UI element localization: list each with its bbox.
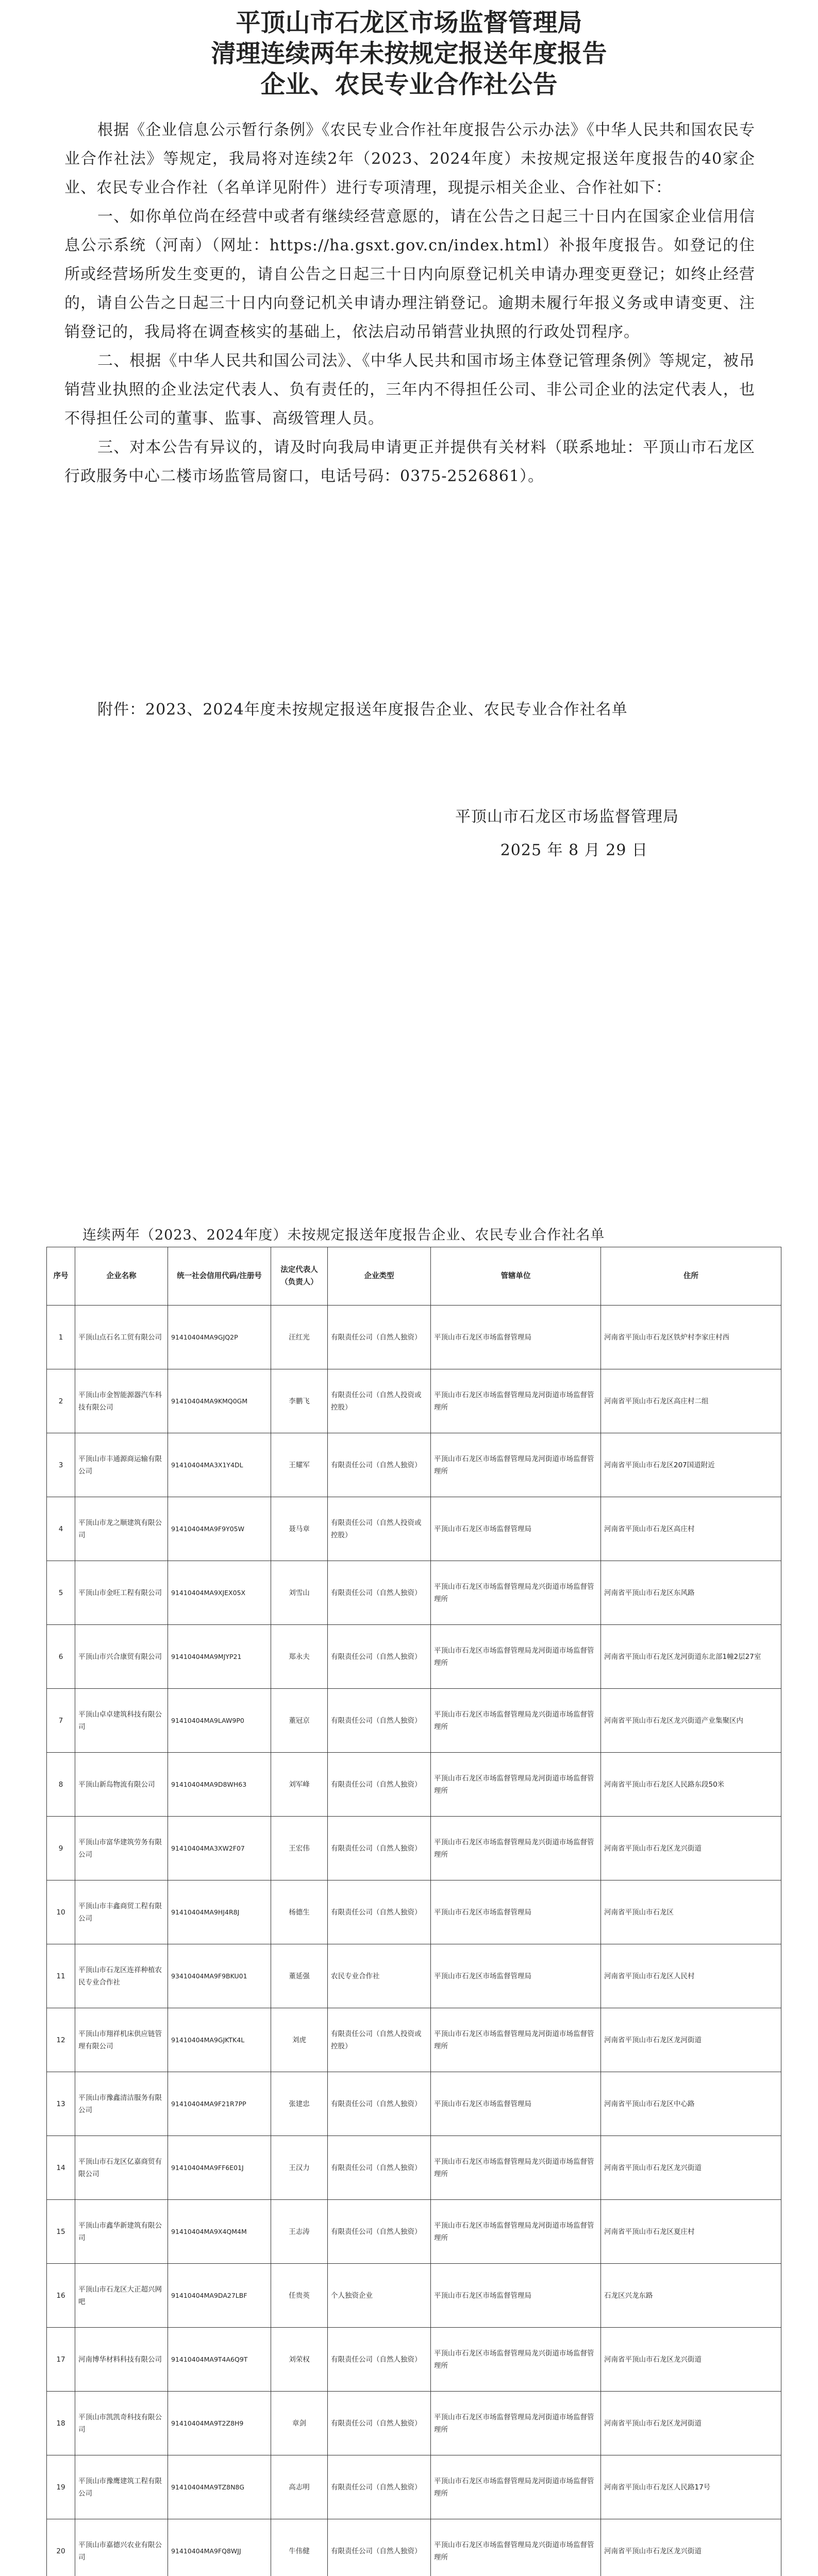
cell-index: 3	[47, 1433, 75, 1497]
cell-address: 河南省平顶山市石龙区	[601, 1880, 781, 1944]
cell-address: 河南省平顶山市石龙区人民村	[601, 1944, 781, 2008]
cell-address: 河南省平顶山市石龙区龙河街道	[601, 2392, 781, 2455]
cell-index: 16	[47, 2264, 75, 2328]
notice-section	[0, 0, 818, 1221]
cell-type: 有限责任公司（自然人投资或控股）	[328, 1369, 431, 1433]
table-row	[47, 1944, 781, 2008]
cell-legal-rep: 刘荣权	[271, 2328, 328, 2392]
cell-name: 平顶山市兴合康贸有限公司	[75, 1625, 168, 1689]
cell-address: 河南省平顶山市石龙区高庄村	[601, 1497, 781, 1561]
cell-index: 14	[47, 2136, 75, 2200]
cell-credit-code: 91410404MA9HJ4R8J	[168, 1880, 271, 1944]
cell-authority: 平顶山市石龙区市场监督管理局龙河街道市场监督管理所	[431, 2008, 601, 2072]
cell-legal-rep: 刘军峰	[271, 1753, 328, 1817]
cell-index: 6	[47, 1625, 75, 1689]
cell-type: 有限责任公司（自然人独资）	[328, 2136, 431, 2200]
signature-date: 2025 年 8 月 29 日	[500, 841, 648, 859]
cell-credit-code: 91410404MA9FF6E01J	[168, 2136, 271, 2200]
cell-legal-rep: 刘虎	[271, 2008, 328, 2072]
table-row	[47, 2200, 781, 2264]
cell-authority: 平顶山市石龙区市场监督管理局	[431, 1880, 601, 1944]
cell-credit-code: 91410404MA3XW2F07	[168, 1817, 271, 1880]
cell-legal-rep: 王耀军	[271, 1433, 328, 1497]
cell-legal-rep: 刘雪山	[271, 1561, 328, 1625]
cell-authority: 平顶山市石龙区市场监督管理局	[431, 1306, 601, 1369]
notice-paragraph-1: 一、如你单位尚在经营中或者有继续经营意愿的，请在公告之日起三十日内在国家企业信用信息公示系统（河南）（网址：https://ha.gsxt.gov.cn/index.html）补报年度报告。如登记的住所或经营场所发生变更的，请自公告之日起三十日内向原登记机关申请办理变更登记；如终止经营的，请自公告之日起三十日内向登记机关申请办理注销登记。逾期未履行年报义务或申请变更、注销登记的，我局将在调查核实的基础上，依法启动吊销营业执照的行政处罚程序。	[64, 208, 755, 341]
notice-attachment: 附件：2023、2024年度未按规定报送年度报告企业、农民专业合作社名单	[97, 701, 628, 719]
cell-authority: 平顶山市石龙区市场监督管理局龙兴街道市场监督管理所	[431, 2328, 601, 2392]
cell-index: 17	[47, 2328, 75, 2392]
header-legal-rep: 法定代表人（负责人）	[271, 1247, 328, 1306]
cell-credit-code: 91410404MA9D8WH63	[168, 1753, 271, 1817]
cell-address: 河南省平顶山市石龙区人民路东段50米	[601, 1753, 781, 1817]
cell-address: 河南省平顶山市石龙区龙兴街道	[601, 2519, 781, 2576]
cell-address: 河南省平顶山市石龙区龙兴街道	[601, 2328, 781, 2392]
cell-credit-code: 91410404MA9GJQ2P	[168, 1306, 271, 1369]
cell-legal-rep: 任贵英	[271, 2264, 328, 2328]
cell-index: 9	[47, 1817, 75, 1880]
cell-type: 有限责任公司（自然人投资或控股）	[328, 2008, 431, 2072]
cell-type: 有限责任公司（自然人独资）	[328, 2200, 431, 2264]
cell-legal-rep: 王宏伟	[271, 1817, 328, 1880]
cell-authority: 平顶山市石龙区市场监督管理局龙河街道市场监督管理所	[431, 1433, 601, 1497]
table-row	[47, 1561, 781, 1625]
cell-authority: 平顶山市石龙区市场监督管理局	[431, 1497, 601, 1561]
cell-credit-code: 91410404MA9F21R7PP	[168, 2072, 271, 2136]
notice-paragraph-3: 三、对本公告有异议的，请及时向我局申请更正并提供有关材料（联系地址：平顶山市石龙区行政服务中心二楼市场监管局窗口，电话号码：0375-2526861）。	[64, 438, 755, 485]
cell-type: 有限责任公司（自然人独资）	[328, 2072, 431, 2136]
annex-table-header	[47, 1247, 781, 1306]
cell-address: 河南省平顶山市石龙区龙兴街道	[601, 2136, 781, 2200]
annex-table-body	[47, 1306, 781, 2576]
cell-type: 有限责任公司（自然人投资或控股）	[328, 1497, 431, 1561]
header-name: 企业名称	[75, 1247, 168, 1306]
notice-paragraph-intro: 根据《企业信息公示暂行条例》《农民专业合作社年度报告公示办法》《中华人民共和国农民专业合作社法》等规定，我局将对连续2年（2023、2024年度）未按规定报送年度报告的40家企业、农民专业合作社（名单详见附件）进行专项清理，现提示相关企业、合作社如下：	[64, 121, 755, 197]
cell-legal-rep: 郑永夫	[271, 1625, 328, 1689]
cell-name: 平顶山市翔祥机床供应链管理有限公司	[75, 2008, 168, 2072]
cell-type: 有限责任公司（自然人独资）	[328, 2328, 431, 2392]
cell-name: 平顶山市丰通源商运输有限公司	[75, 1433, 168, 1497]
cell-credit-code: 91410404MA9GJKTK4L	[168, 2008, 271, 2072]
annex-title: 连续两年（2023、2024年度）未按规定报送年度报告企业、农民专业合作社名单	[82, 1227, 605, 1243]
table-row	[47, 1306, 781, 1369]
cell-name: 平顶山市丰鑫商贸工程有限公司	[75, 1880, 168, 1944]
cell-name: 平顶山市凯凯奇科技有限公司	[75, 2392, 168, 2455]
cell-authority: 平顶山市石龙区市场监督管理局	[431, 2264, 601, 2328]
cell-name: 平顶山市金智能源器汽车科技有限公司	[75, 1369, 168, 1433]
cell-legal-rep: 张建忠	[271, 2072, 328, 2136]
cell-name: 平顶山市石龙区亿嘉商贸有限公司	[75, 2136, 168, 2200]
table-row	[47, 1689, 781, 1753]
cell-index: 12	[47, 2008, 75, 2072]
cell-index: 11	[47, 1944, 75, 2008]
cell-name: 平顶山市嘉德兴农业有限公司	[75, 2519, 168, 2576]
cell-authority: 平顶山市石龙区市场监督管理局龙兴街道市场监督管理所	[431, 1689, 601, 1753]
cell-type: 有限责任公司（自然人独资）	[328, 2519, 431, 2576]
cell-index: 1	[47, 1306, 75, 1369]
cell-credit-code: 91410404MA9TZ8N8G	[168, 2455, 271, 2519]
table-row	[47, 2519, 781, 2576]
cell-index: 10	[47, 1880, 75, 1944]
table-row	[47, 2136, 781, 2200]
notice-body	[64, 116, 755, 491]
cell-legal-rep: 董延强	[271, 1944, 328, 2008]
cell-name: 平顶山市石龙区大正超兴网吧	[75, 2264, 168, 2328]
cell-index: 7	[47, 1689, 75, 1753]
annex-table	[46, 1247, 781, 2576]
notice-title-line-3: 企业、农民专业合作社公告	[260, 70, 558, 99]
cell-address: 河南省平顶山市石龙区龙兴街道产业集聚区内	[601, 1689, 781, 1753]
cell-name: 平顶山市金旺工程有限公司	[75, 1561, 168, 1625]
cell-credit-code: 91410404MA9FQ8WJJ	[168, 2519, 271, 2576]
cell-authority: 平顶山市石龙区市场监督管理局龙河街道市场监督管理所	[431, 1369, 601, 1433]
table-row	[47, 1753, 781, 1817]
cell-credit-code: 91410404MA9T2Z8H9	[168, 2392, 271, 2455]
cell-address: 河南省平顶山市石龙区中心路	[601, 2072, 781, 2136]
notice-paragraph-2: 二、根据《中华人民共和国公司法》、《中华人民共和国市场主体登记管理条例》等规定，被吊销营业执照的企业法定代表人、负有责任的，三年内不得担任公司、非公司企业的法定代表人，也不得担任公司的董事、监事、高级管理人员。	[64, 352, 755, 428]
cell-credit-code: 91410404MA9T4A6Q9T	[168, 2328, 271, 2392]
cell-legal-rep: 王志涛	[271, 2200, 328, 2264]
cell-authority: 平顶山市石龙区市场监督管理局	[431, 2072, 601, 2136]
cell-legal-rep: 牛伟健	[271, 2519, 328, 2576]
cell-credit-code: 91410404MA9LAW9P0	[168, 1689, 271, 1753]
cell-authority: 平顶山市石龙区市场监督管理局龙兴街道市场监督管理所	[431, 1817, 601, 1880]
cell-type: 有限责任公司（自然人独资）	[328, 1689, 431, 1753]
notice-title-line-1: 平顶山市石龙区市场监督管理局	[236, 8, 582, 37]
cell-index: 18	[47, 2392, 75, 2455]
cell-name: 平顶山卓卓建筑科技有限公司	[75, 1689, 168, 1753]
cell-type: 有限责任公司（自然人独资）	[328, 1817, 431, 1880]
cell-legal-rep: 汪红光	[271, 1306, 328, 1369]
cell-credit-code: 91410404MA9DA27LBF	[168, 2264, 271, 2328]
cell-index: 20	[47, 2519, 75, 2576]
cell-legal-rep: 李鹏飞	[271, 1369, 328, 1433]
cell-authority: 平顶山市石龙区市场监督管理局龙兴街道市场监督管理所	[431, 2136, 601, 2200]
table-row	[47, 1880, 781, 1944]
cell-index: 5	[47, 1561, 75, 1625]
cell-credit-code: 93410404MA9F9BKU01	[168, 1944, 271, 2008]
table-row	[47, 1497, 781, 1561]
cell-type: 有限责任公司（自然人独资）	[328, 1625, 431, 1689]
cell-index: 19	[47, 2455, 75, 2519]
cell-legal-rep: 章剑	[271, 2392, 328, 2455]
cell-name: 平顶山市富华建筑劳务有限公司	[75, 1817, 168, 1880]
cell-credit-code: 91410404MA3X1Y4DL	[168, 1433, 271, 1497]
cell-type: 有限责任公司（自然人独资）	[328, 1306, 431, 1369]
cell-credit-code: 91410404MA9MJYP21	[168, 1625, 271, 1689]
cell-legal-rep: 高志明	[271, 2455, 328, 2519]
table-row	[47, 2392, 781, 2455]
cell-address: 河南省平顶山市石龙区夏庄村	[601, 2200, 781, 2264]
cell-address: 河南省平顶山市石龙区龙兴街道	[601, 1817, 781, 1880]
cell-authority: 平顶山市石龙区市场监督管理局龙河街道市场监督管理所	[431, 2455, 601, 2519]
cell-credit-code: 91410404MA9XJEX05X	[168, 1561, 271, 1625]
table-row	[47, 1369, 781, 1433]
cell-address: 河南省平顶山市石龙区龙河街道	[601, 2008, 781, 2072]
table-row	[47, 1625, 781, 1689]
cell-type: 有限责任公司（自然人独资）	[328, 1433, 431, 1497]
cell-address: 河南省平顶山市石龙区铁炉村李家庄村西	[601, 1306, 781, 1369]
cell-address: 河南省平顶山市石龙区207国道附近	[601, 1433, 781, 1497]
cell-index: 2	[47, 1369, 75, 1433]
table-row	[47, 2328, 781, 2392]
cell-name: 平顶山市石龙区连祥种植农民专业合作社	[75, 1944, 168, 2008]
cell-name: 平顶山新岛物流有限公司	[75, 1753, 168, 1817]
cell-type: 有限责任公司（自然人独资）	[328, 2455, 431, 2519]
cell-authority: 平顶山市石龙区市场监督管理局龙河街道市场监督管理所	[431, 2200, 601, 2264]
cell-address: 河南省平顶山市石龙区人民路17号	[601, 2455, 781, 2519]
cell-type: 有限责任公司（自然人独资）	[328, 1561, 431, 1625]
cell-legal-rep: 王汉力	[271, 2136, 328, 2200]
cell-authority: 平顶山市石龙区市场监督管理局龙河街道市场监督管理所	[431, 2392, 601, 2455]
cell-index: 13	[47, 2072, 75, 2136]
cell-legal-rep: 杨德生	[271, 1880, 328, 1944]
cell-authority: 平顶山市石龙区市场监督管理局龙河街道市场监督管理所	[431, 1753, 601, 1817]
cell-name: 河南博华材料科技有限公司	[75, 2328, 168, 2392]
table-row	[47, 2072, 781, 2136]
cell-address: 河南省平顶山市石龙区龙河街道东北部1幢2层27室	[601, 1625, 781, 1689]
header-address: 住所	[601, 1247, 781, 1306]
table-row	[47, 2264, 781, 2328]
header-credit-code: 统一社会信用代码/注册号	[168, 1247, 271, 1306]
cell-type: 个人独资企业	[328, 2264, 431, 2328]
cell-authority: 平顶山市石龙区市场监督管理局龙河街道市场监督管理所	[431, 1625, 601, 1689]
cell-name: 平顶山点石名工贸有限公司	[75, 1306, 168, 1369]
cell-authority: 平顶山市石龙区市场监督管理局龙兴街道市场监督管理所	[431, 1561, 601, 1625]
cell-address: 河南省平顶山市石龙区高庄村二组	[601, 1369, 781, 1433]
cell-name: 平顶山市豫鹰建筑工程有限公司	[75, 2455, 168, 2519]
cell-credit-code: 91410404MA9F9Y05W	[168, 1497, 271, 1561]
table-row	[47, 2008, 781, 2072]
cell-type: 农民专业合作社	[328, 1944, 431, 2008]
cell-name: 平顶山市豫鑫清洁服务有限公司	[75, 2072, 168, 2136]
cell-credit-code: 91410404MA9X4QM4M	[168, 2200, 271, 2264]
cell-index: 15	[47, 2200, 75, 2264]
cell-index: 8	[47, 1753, 75, 1817]
cell-credit-code: 91410404MA9KMQ0GM	[168, 1369, 271, 1433]
cell-type: 有限责任公司（自然人独资）	[328, 1880, 431, 1944]
notice-title-line-2: 清理连续两年未按规定报送年度报告	[211, 39, 607, 68]
cell-legal-rep: 聂马章	[271, 1497, 328, 1561]
cell-name: 平顶山市鑫华新建筑有限公司	[75, 2200, 168, 2264]
table-row	[47, 1433, 781, 1497]
signature-organization: 平顶山市石龙区市场监督管理局	[455, 808, 679, 826]
header-type: 企业类型	[328, 1247, 431, 1306]
cell-address: 石龙区兴龙东路	[601, 2264, 781, 2328]
table-row	[47, 1817, 781, 1880]
cell-address: 河南省平顶山市石龙区东风路	[601, 1561, 781, 1625]
cell-type: 有限责任公司（自然人独资）	[328, 2392, 431, 2455]
cell-name: 平顶山市龙之顺建筑有限公司	[75, 1497, 168, 1561]
cell-type: 有限责任公司（自然人独资）	[328, 1753, 431, 1817]
cell-authority: 平顶山市石龙区市场监督管理局	[431, 1944, 601, 2008]
cell-legal-rep: 董冠京	[271, 1689, 328, 1753]
cell-authority: 平顶山市石龙区市场监督管理局龙兴街道市场监督管理所	[431, 2519, 601, 2576]
cell-index: 4	[47, 1497, 75, 1561]
header-authority: 管辖单位	[431, 1247, 601, 1306]
header-index: 序号	[47, 1247, 75, 1306]
table-row	[47, 2455, 781, 2519]
